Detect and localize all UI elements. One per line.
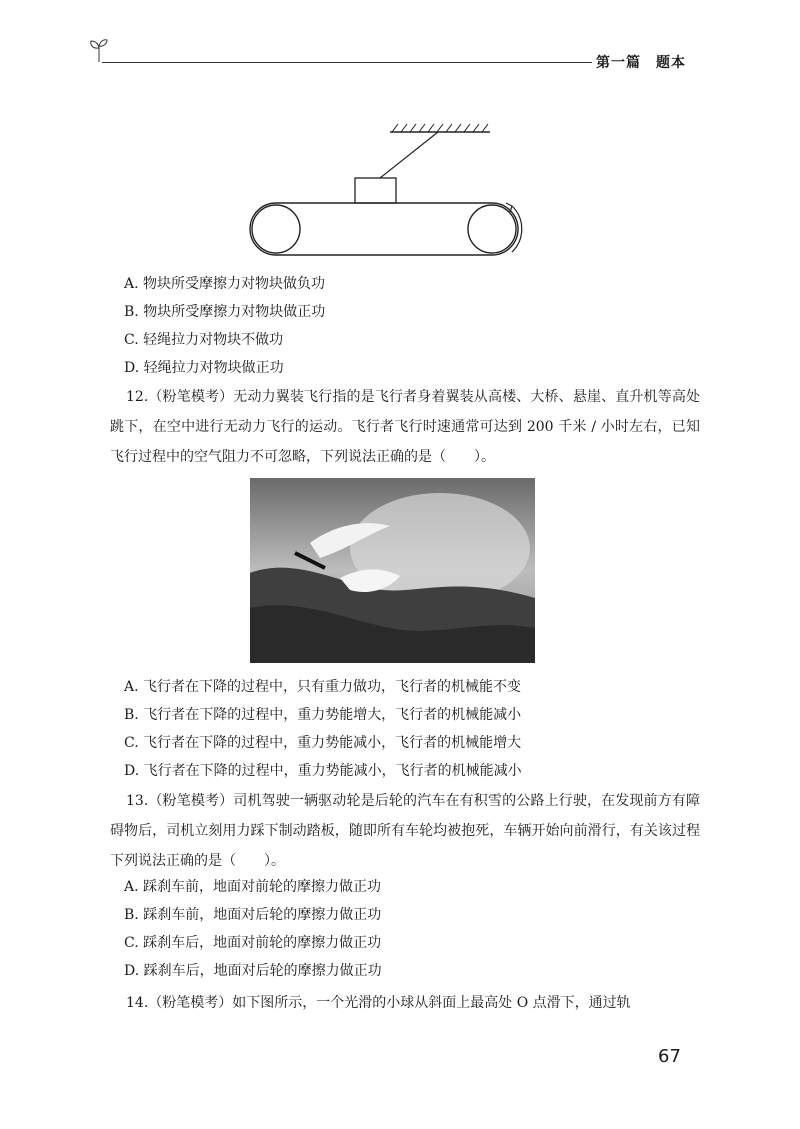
q13-option-c: C. 踩刹车后，地面对前轮的摩擦力做正功: [124, 935, 382, 951]
q11-option-b: B. 物块所受摩擦力对物块做正功: [124, 304, 326, 320]
q12-text: 12.（粉笔模考）无动力翼装飞行指的是飞行者身着翼装从高楼、大桥、悬崖、直升机等高处跳下，在空中进行无动力飞行的运动。飞行者飞行时速通常可达到 200 千米 / 小时左右，已知飞行过程中的空气阻力不可忽略，下列说法正确的是（ ）。: [110, 389, 700, 465]
header-rule: [102, 62, 592, 63]
q13-option-b: B. 踩刹车前，地面对后轮的摩擦力做正功: [124, 907, 382, 923]
section-title: 第一篇 题本: [596, 55, 686, 71]
sprout-icon: [88, 36, 110, 64]
q11-option-a: A. 物块所受摩擦力对物块做负功: [124, 276, 326, 292]
q13-question: [110, 786, 700, 876]
q12-option-c: C. 飞行者在下降的过程中，重力势能减小，飞行者的机械能增大: [124, 735, 522, 751]
q12-option-a: A. 飞行者在下降的过程中，只有重力做功，飞行者的机械能不变: [124, 679, 522, 695]
q11-option-d: D. 轻绳拉力对物块做正功: [124, 360, 284, 376]
page-number: 67: [658, 1046, 681, 1067]
wingsuit-photo: [250, 478, 535, 663]
q13-option-d: D. 踩刹车后，地面对后轮的摩擦力做正功: [124, 963, 382, 979]
conveyor-belt-diagram: [240, 118, 540, 268]
q12-option-b: B. 飞行者在下降的过程中，重力势能增大，飞行者的机械能减小: [124, 707, 522, 723]
q12-question: [110, 382, 700, 472]
q12-option-d: D. 飞行者在下降的过程中，重力势能减小，飞行者的机械能减小: [124, 763, 522, 779]
q11-option-c: C. 轻绳拉力对物块不做功: [124, 332, 284, 348]
q14-text: 14.（粉笔模考）如下图所示，一个光滑的小球从斜面上最高处 O 点滑下，通过轨: [126, 995, 631, 1011]
q13-option-a: A. 踩刹车前，地面对前轮的摩擦力做正功: [124, 879, 382, 895]
q13-text: 13.（粉笔模考）司机驾驶一辆驱动轮是后轮的汽车在有积雪的公路上行驶，在发现前方有障碍物后，司机立刻用力踩下制动踏板，随即所有车轮均被抱死，车辆开始向前滑行，有关该过程下列说法正确的是（ ）。: [110, 793, 700, 869]
q14-question: [110, 988, 700, 1018]
